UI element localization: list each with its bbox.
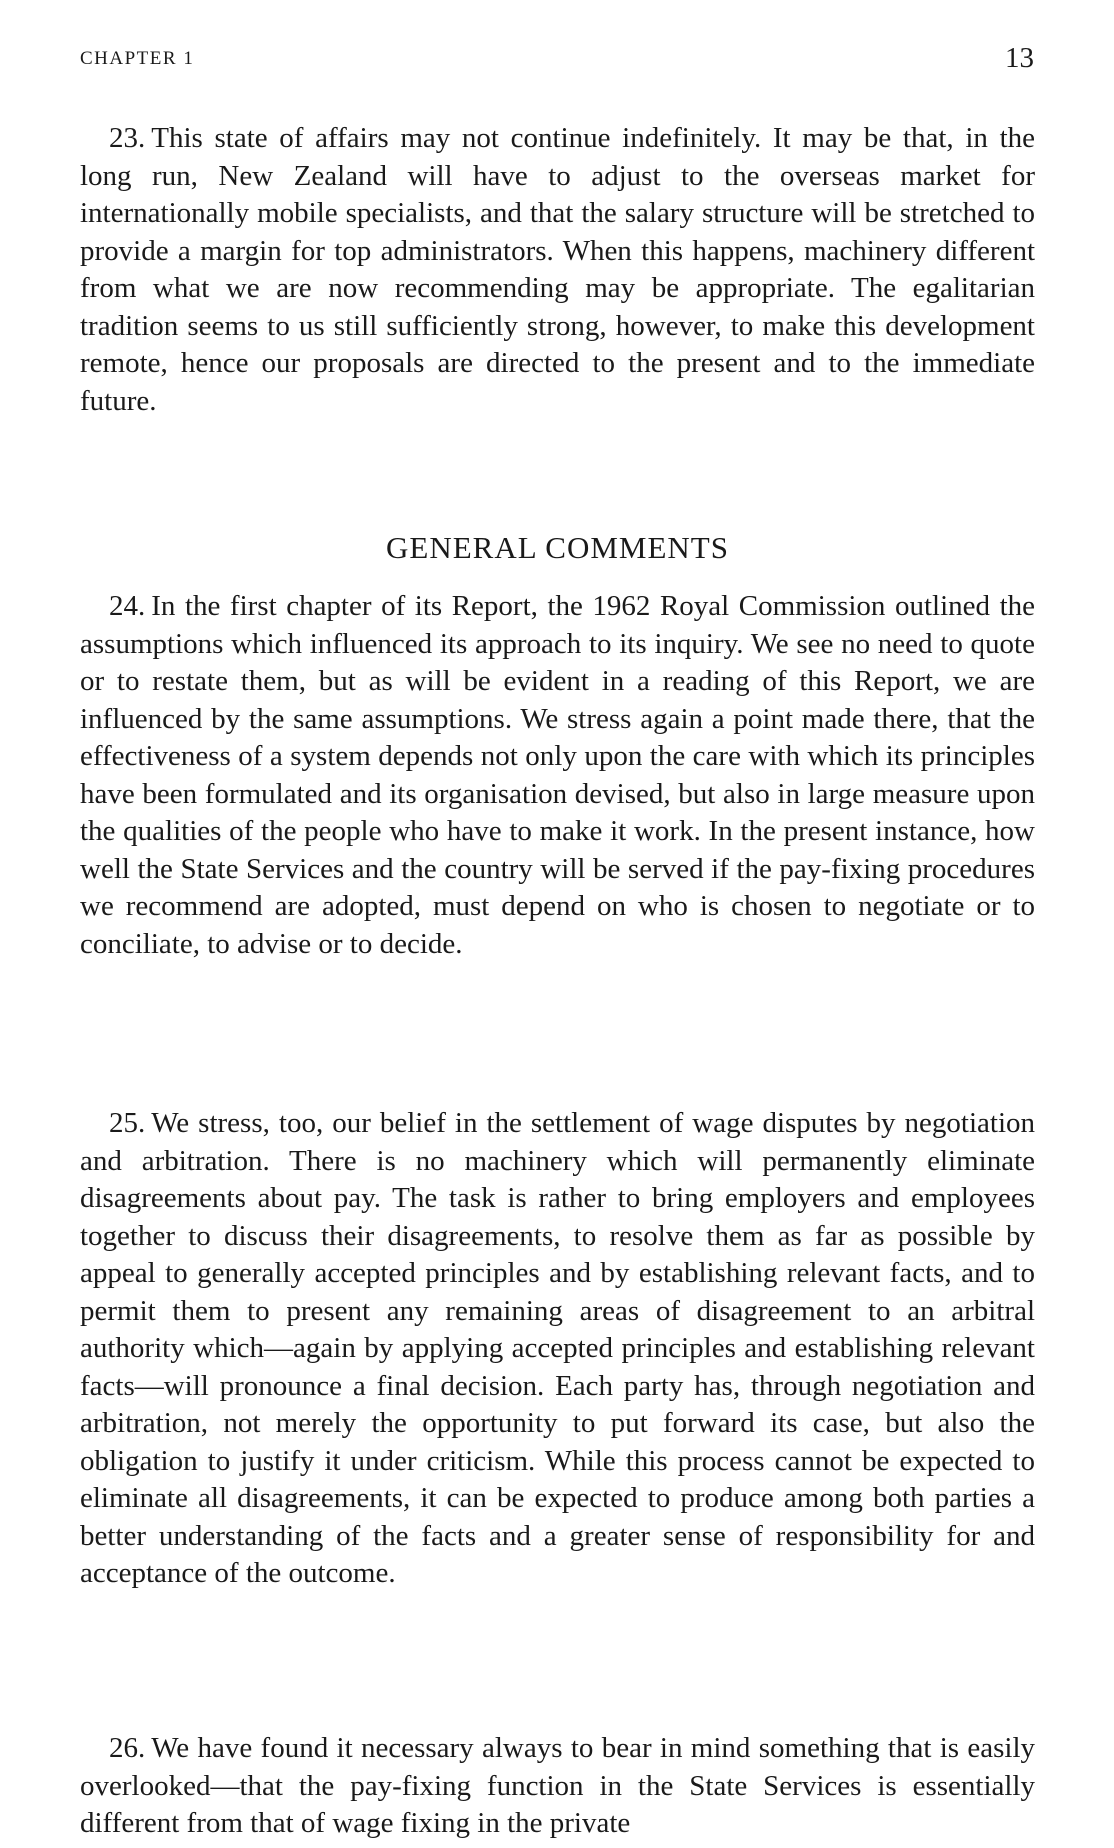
paragraph-24 — [80, 588, 1035, 963]
paragraph-text: We stress, too, our belief in the settlement of wage disputes by negotiation and arbitration. There is no machinery which will permanently eliminate disagreements about pay. The task is rather to bring employers and employees together to discuss their disagreements, to resolve them as far as possible by appeal to generally accepted principles and by establishing relevant facts, and to permit them to present any remaining areas of disagreement to an arbitral authority which—again by applying accepted principles and establishing relevant facts—will pronounce a final decision. Each party has, through negotiation and arbitration, not merely the opportunity to put forward its case, but also the obligation to justify it under criticism. While this process cannot be expected to eliminate all disagreements, it can be expected to produce among both parties a better understanding of the facts and a greater sense of responsibility for and acceptance of the outcome. — [80, 1107, 1035, 1589]
paragraph-number: 26. — [109, 1732, 146, 1764]
paragraph-number: 23. — [109, 122, 146, 154]
chapter-label: CHAPTER 1 — [80, 48, 195, 69]
paragraph-number: 25. — [109, 1107, 146, 1139]
page-number: 13 — [1005, 42, 1034, 74]
paragraph-text: We have found it necessary always to bear in mind something that is easily overlooked—that the pay-fixing function in the State Services is essentially different from that of wage fixing in the private — [80, 1732, 1035, 1839]
paragraph-text: This state of affairs may not continue indefinitely. It may be that, in the long run, New Zealand will have to adjust to the overseas market for internationally mobile specialists, and that the salary structure will be stretched to provide a margin for top administrators. When this happens, machinery different from what we are now recommending may be appropriate. The egalitarian tradition seems to us still sufficiently strong, however, to make this development remote, hence our proposals are directed to the present and to the immediate future. — [80, 122, 1035, 417]
paragraph-23 — [80, 120, 1035, 420]
paragraph-text: In the first chapter of its Report, the 1962 Royal Commission outlined the assumptions which influenced its approach to its inquiry. We see no need to quote or to restate them, but as will be evident in a reading of this Report, we are influenced by the same assumptions. We stress again a point made there, that the effectiveness of a system depends not only upon the care with which its principles have been formulated and its organisation devised, but also in large measure upon the qualities of the people who have to make it work. In the present instance, how well the State Services and the country will be served if the pay-fixing procedures we recommend are adopted, must depend on who is chosen to negotiate or to conciliate, to advise or to decide. — [80, 590, 1035, 960]
running-header — [80, 42, 1034, 82]
section-heading: GENERAL COMMENTS — [386, 530, 729, 565]
paragraph-number: 24. — [109, 590, 146, 622]
paragraph-26 — [80, 1730, 1035, 1843]
paragraph-25 — [80, 1105, 1035, 1593]
